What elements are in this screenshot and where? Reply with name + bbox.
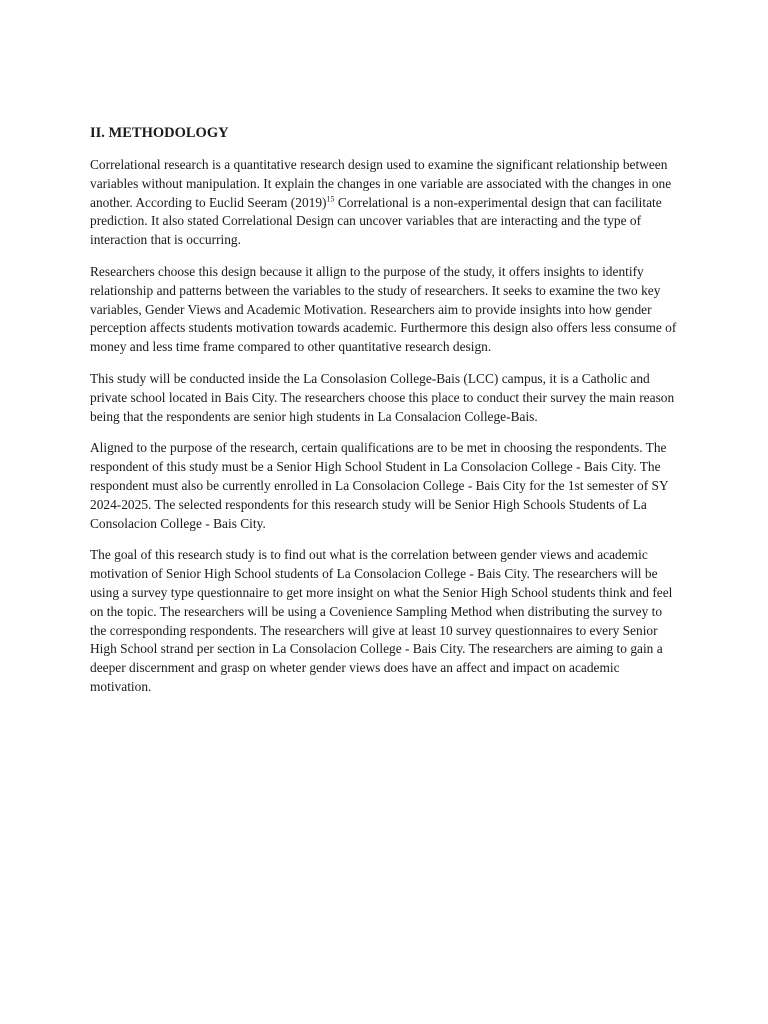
paragraph-research-goal: The goal of this research study is to find out what is the correlation between gender views and academic motivation of Senior High School students of La Consolacion College - Bais City. The researchers will be using a survey type questionnaire to get more insight on what the Senior High School students think and feel on the topic. The researchers will be using a Covenience Sampling Method when distributing the survey to the corresponding respondents. The researchers will give at least 10 survey questionnaires to every Senior High School strand per section in La Consolacion College - Bais City. The researchers are aiming to gain a deeper discernment and grasp on wheter gender views does have an affect and impact on academic motivation. bbox=[90, 547, 673, 694]
paragraph-text: Correlational research is a quantitative research design used to examine the significant relationship between variables without manipulation. It explain the changes in one variable are associated with the changes in one another. According to Euclid Seeram (2019) bbox=[90, 157, 672, 210]
paragraph-design-rationale: Researchers choose this design because it allign to the purpose of the study, it offers insights to identify relationship and patterns between the variables to the study of researchers. It seeks to examine the two key variables, Gender Views and Academic Motivation. Researchers aim to provide insights into how gender perception affects students motivation towards academic. Furthermore this design also offers less consume of money and less time frame compared to other quantitative research design. bbox=[90, 263, 677, 355]
footnote-superscript: 15 bbox=[326, 194, 335, 204]
paragraph-respondent-qualifications: Aligned to the purpose of the research, certain qualifications are to be met in choosing the respondents. The respondent of this study must be a Senior High School Student in La Consolacion College - Bais City. The respondent must also be currently enrolled in La Consolacion College - Bais City for the 1st semester of SY 2024-2025. The selected respondents for this research study will be Senior High Schools Students of La Consolacion College - Bais City. bbox=[90, 440, 669, 531]
paragraph-study-location: This study will be conducted inside the La Consolasion College-Bais (LCC) campus, it is a Catholic and private school located in Bais City. The researchers choose this place to conduct their survey the main reason being that the respondents are senior high students in La Consalacion College-Bais. bbox=[90, 370, 675, 424]
paragraph-text: Correlational is a non-experimental design that can facilitate prediction. It also stated Correlational Design can uncover variables that are interacting and the type of interaction that is occurring. bbox=[90, 194, 662, 248]
document-body bbox=[90, 124, 680, 710]
paragraph-correlational-research bbox=[90, 156, 680, 250]
section-heading: II. METHODOLOGY bbox=[90, 125, 229, 141]
